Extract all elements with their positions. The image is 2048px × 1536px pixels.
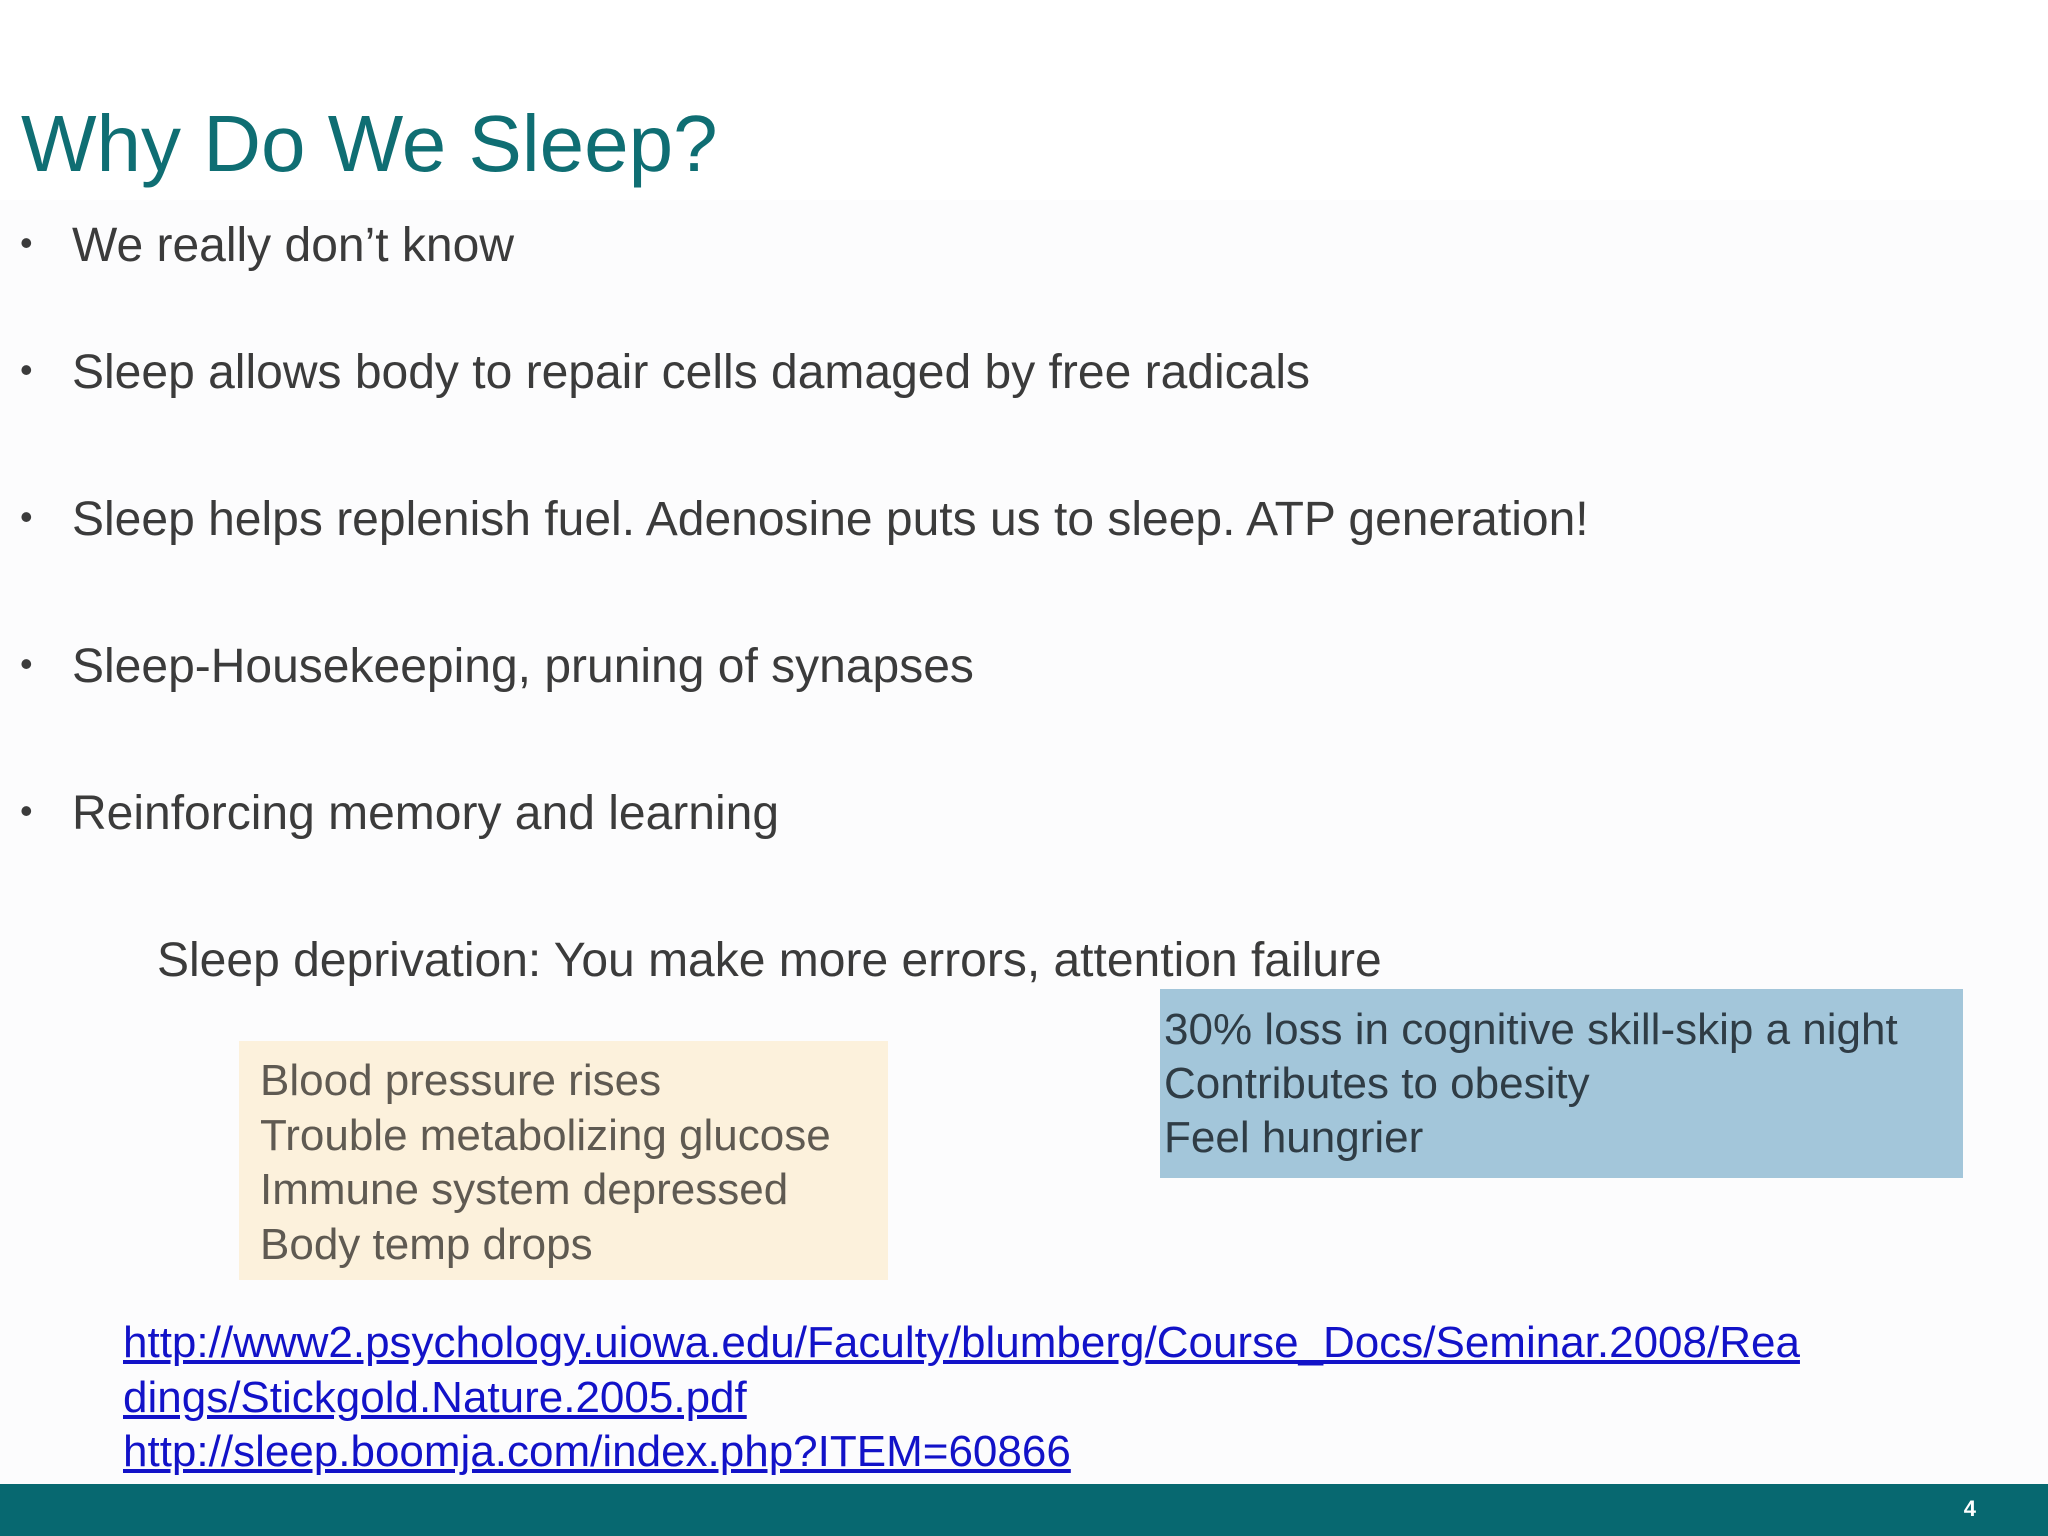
cognitive-effects-box — [1160, 989, 1963, 1178]
page-number: 4 — [1963, 1496, 1976, 1521]
effect-line: Trouble metabolizing glucose — [260, 1110, 831, 1160]
effect-line: Body temp drops — [260, 1219, 593, 1269]
cognitive-line: Feel hungrier — [1164, 1113, 1424, 1162]
effect-line: Immune system depressed — [260, 1165, 789, 1214]
footer-bar — [0, 1484, 2048, 1536]
sleep-deprivation-heading: Sleep deprivation: You make more errors, attention failure — [157, 934, 1382, 987]
slide-title: Why Do We Sleep? — [21, 99, 718, 188]
bullet-item — [20, 640, 974, 693]
bullet-dot: • — [20, 222, 33, 263]
physical-effects-box — [239, 1041, 888, 1280]
bullet-text: Sleep allows body to repair cells damaged by free radicals — [72, 346, 1310, 399]
bullet-text: Sleep-Housekeeping, pruning of synapses — [72, 640, 974, 693]
cognitive-line: Contributes to obesity — [1164, 1059, 1590, 1108]
bullet-dot: • — [20, 349, 33, 390]
reference-links — [123, 1316, 1800, 1480]
effect-line: Blood pressure rises — [260, 1056, 662, 1105]
bullet-dot: • — [20, 643, 33, 684]
bullet-item — [20, 219, 514, 272]
bullet-item — [20, 493, 1589, 546]
bullet-dot: • — [20, 790, 33, 831]
reference-link-stickgold-part2[interactable]: dings/Stickgold.Nature.2005.pdf — [123, 1372, 747, 1422]
bullet-text: Sleep helps replenish fuel. Adenosine puts us to sleep. ATP generation! — [72, 493, 1589, 546]
bullet-text: Reinforcing memory and learning — [72, 787, 780, 840]
reference-link-boomja[interactable]: http://sleep.boomja.com/index.php?ITEM=60866 — [123, 1427, 1071, 1476]
reference-link-stickgold-part1[interactable]: http://www2.psychology.uiowa.edu/Faculty/blumberg/Course_Docs/Seminar.2008/Rea — [123, 1318, 1800, 1367]
cognitive-line: 30% loss in cognitive skill-skip a night — [1164, 1005, 1898, 1054]
bullet-item — [20, 346, 1310, 399]
bullet-dot: • — [20, 496, 33, 537]
bullet-text: We really don’t know — [72, 219, 514, 272]
bullet-item — [20, 787, 780, 840]
